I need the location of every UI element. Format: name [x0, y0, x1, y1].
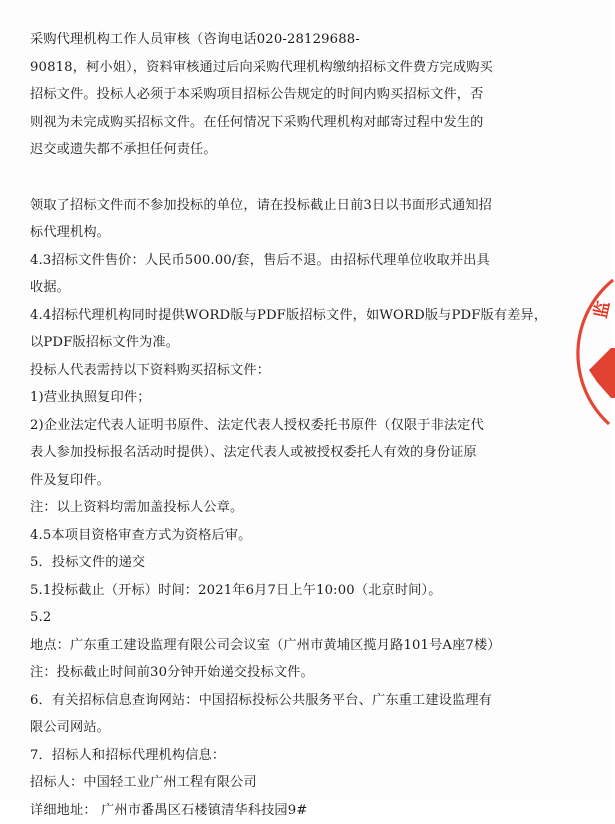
text-line: 领取了招标文件而不参加投标的单位，请在投标截止日前3日以书面形式通知招 [30, 192, 500, 220]
company-seal-fragment [575, 278, 615, 428]
svg-text:监: 监 [590, 299, 614, 320]
text-line: 详细地址： 广州市番禺区石楼镇清华科技园9# [30, 797, 500, 824]
text-line: 1)营业执照复印件； [30, 384, 500, 412]
text-line: 4.5本项目资格审查方式为资格后审。 [30, 522, 500, 550]
text-line: 2)企业法定代表人证明书原件、法定代表人授权委托书原件（仅限于非法定代 [30, 412, 500, 440]
text-line: 招标文件。投标人必须于本采购项目招标公告规定的时间内购买招标文件，否 [30, 81, 500, 109]
text-line: 招标人：中国轻工业广州工程有限公司 [30, 769, 500, 797]
text-line: 6．有关招标信息查询网站：中国招标投标公共服务平台、广东重工建设监理有 [30, 687, 500, 715]
text-line: 5．投标文件的递交 [30, 549, 500, 577]
document-body [30, 26, 500, 824]
text-line: 90818，柯小姐），资料审核通过后向采购代理机构缴纳招标文件费方完成购买 [30, 54, 500, 82]
text-line: 4.3招标文件售价：人民币500.00/套，售后不退。由招标代理单位收取并出具 [30, 247, 500, 275]
text-line: 标代理机构。 [30, 219, 500, 247]
blank-line [30, 164, 500, 192]
text-line: 收据。 [30, 274, 500, 302]
text-line: 5.1投标截止（开标）时间：2021年6月7日上午10:00（北京时间）。 [30, 577, 500, 605]
text-line: 注：以上资料均需加盖投标人公章。 [30, 494, 500, 522]
text-line: 采购代理机构工作人员审核（咨询电话020-28129688- [30, 26, 500, 54]
text-line: 表人参加投标报名活动时提供）、法定代表人或被授权委托人有效的身份证原 [30, 439, 500, 467]
text-line: 地点：广东重工建设监理有限公司会议室（广州市黄埔区揽月路101号A座7楼） [30, 632, 500, 660]
text-line: 以PDF版招标文件为准。 [30, 329, 500, 357]
text-line: 件及复印件。 [30, 467, 500, 495]
text-line: 4.4招标代理机构同时提供WORD版与PDF版招标文件，如WORD版与PDF版有差异， [30, 302, 500, 330]
text-line: 注：投标截止时间前30分钟开始递交投标文件。 [30, 659, 500, 687]
text-line: 迟交或遗失都不承担任何责任。 [30, 136, 500, 164]
text-line: 则视为未完成购买招标文件。在任何情况下采购代理机构对邮寄过程中发生的 [30, 109, 500, 137]
text-line: 限公司网站。 [30, 714, 500, 742]
text-line: 7．招标人和招标代理机构信息： [30, 742, 500, 770]
text-line: 5.2 [30, 604, 500, 632]
text-line: 投标人代表需持以下资料购买招标文件： [30, 357, 500, 385]
